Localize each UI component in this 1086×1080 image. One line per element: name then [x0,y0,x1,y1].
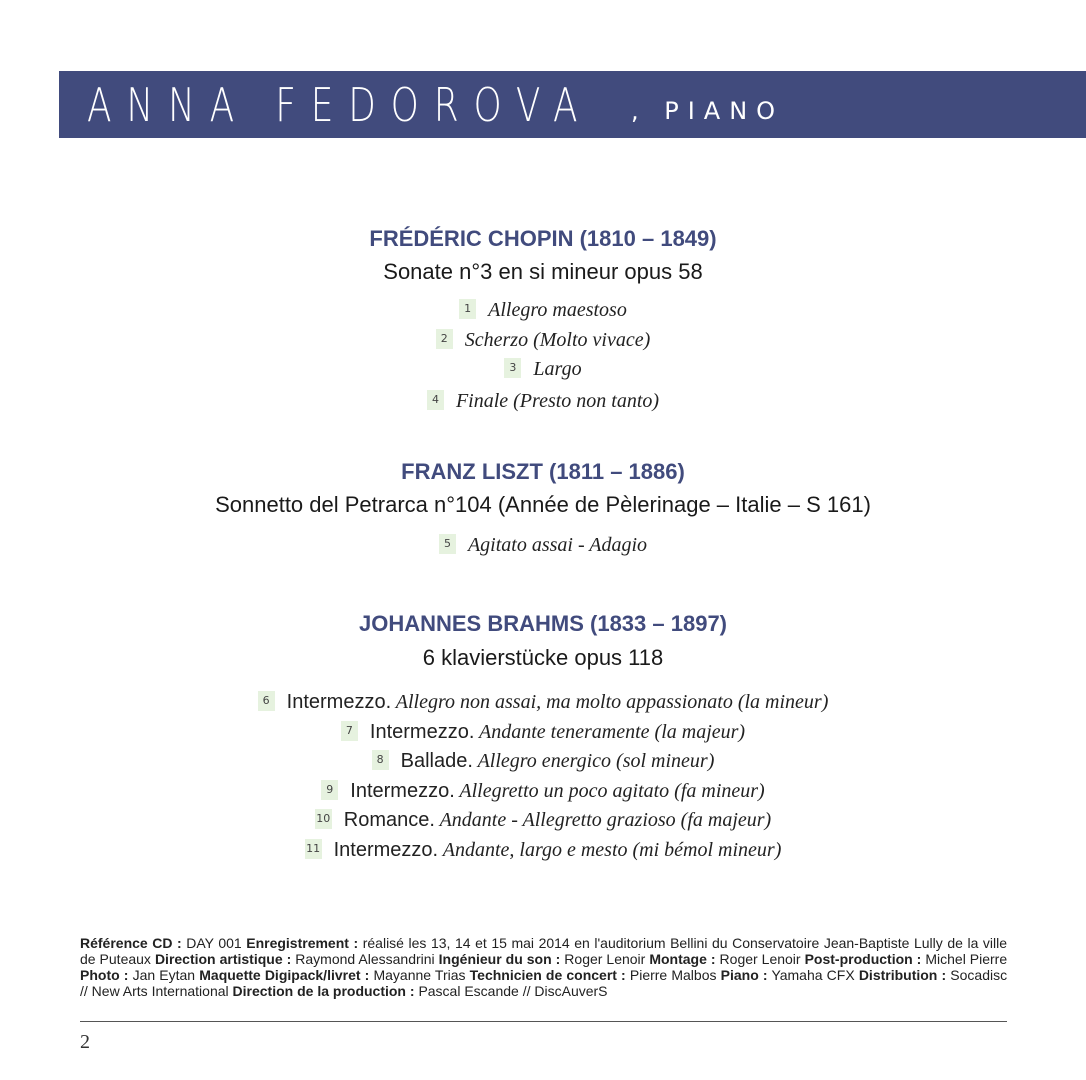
track-7 [0,721,1086,744]
track-number: 4 [427,390,444,410]
credit-value: Roger Lenoir [719,951,801,967]
track-form: Intermezzo. [286,691,392,713]
track-form: Intermezzo. [333,839,439,861]
track-number: 11 [305,839,322,859]
track-4 [0,390,1086,413]
track-number: 7 [341,721,358,741]
track-form: Romance. [343,809,435,831]
credit-label: Ingénieur du son : [438,951,561,967]
page-number: 2 [80,1031,90,1053]
credit-value: Roger Lenoir [564,951,646,967]
track-number: 10 [315,809,332,829]
credit-label: Direction de la production : [232,983,415,999]
credit-value: Raymond Alessandrini [295,951,435,967]
track-title: Largo [533,358,582,380]
composer-chopin: FRÉDÉRIC CHOPIN (1810 – 1849) [369,226,717,251]
composer-brahms: JOHANNES BRAHMS (1833 – 1897) [358,611,728,636]
instrument-label: , PIANO [631,97,785,125]
track-9 [0,780,1086,803]
track-8 [0,750,1086,773]
track-6 [0,691,1086,714]
credit-label: Photo : [80,967,129,983]
track-title: Allegro maestoso [488,299,627,321]
credit-value: DAY 001 [186,935,242,951]
work-chopin: Sonate n°3 en si mineur opus 58 [383,259,703,284]
track-number: 9 [321,780,338,800]
composer-liszt: FRANZ LISZT (1811 – 1886) [401,459,685,484]
credit-value: Pascal Escande // DiscAuverS [418,983,608,999]
credit-value: Jan Eytan [132,967,196,983]
track-number: 6 [258,691,275,711]
credit-value: Socadisc // New Arts International [80,967,1008,999]
track-number: 2 [436,329,453,349]
track-10 [0,809,1086,832]
track-form: Intermezzo. [350,780,455,802]
track-title: Andante teneramente (la majeur) [479,721,746,743]
credit-label: Post-production : [804,951,922,967]
credit-value: Mayanne Trias [373,967,466,983]
track-title: Allegretto un poco agitato (fa mineur) [459,780,765,802]
track-title: Andante - Allegretto grazioso (fa majeur) [439,809,772,831]
track-3 [0,358,1086,381]
track-form: Intermezzo. [369,721,475,743]
track-1 [0,299,1086,322]
footer-rule [80,1021,1007,1022]
track-title: Agitato assai - Adagio [467,534,648,556]
credit-label: Enregistrement : [246,935,359,951]
track-number: 5 [439,534,456,554]
credit-value: réalisé les 13, 14 et 15 mai 2014 en l'auditorium Bellini du Conservatoire Jean-Baptiste Lully de la ville de Puteaux [80,935,1008,967]
credit-label: Distribution : [858,967,947,983]
credit-label: Montage : [649,951,716,967]
credit-label: Maquette Digipack/livret : [199,967,370,983]
track-title: Scherzo (Molto vivace) [464,329,651,351]
track-number: 8 [372,750,389,770]
track-title: Allegro non assai, ma molto appassionato (la mineur) [395,691,829,713]
track-11 [0,839,1086,862]
track-number: 3 [504,358,521,378]
credit-label: Référence CD : [80,935,182,951]
track-title: Andante, largo e mesto (mi bémol mineur) [442,839,782,861]
track-title: Allegro energico (sol mineur) [477,750,715,772]
credit-value: Michel Pierre [925,951,1008,967]
credit-label: Direction artistique : [154,951,292,967]
credit-value: Yamaha CFX [771,967,855,983]
track-2 [0,329,1086,352]
credit-value: Pierre Malbos [629,967,717,983]
track-form: Ballade. [400,750,473,772]
header-banner [59,71,1086,138]
work-brahms: 6 klavierstücke opus 118 [422,645,664,670]
credit-label: Technicien de concert : [469,967,626,983]
work-liszt: Sonnetto del Petrarca n°104 (Année de Pèlerinage – Italie – S 161) [215,492,871,517]
track-title: Finale (Presto non tanto) [455,390,660,412]
track-5 [0,534,1086,557]
artist-name: ANNA FEDOROVA [87,77,593,132]
credits-block [80,935,1007,999]
track-number: 1 [459,299,476,319]
credit-label: Piano : [720,967,768,983]
